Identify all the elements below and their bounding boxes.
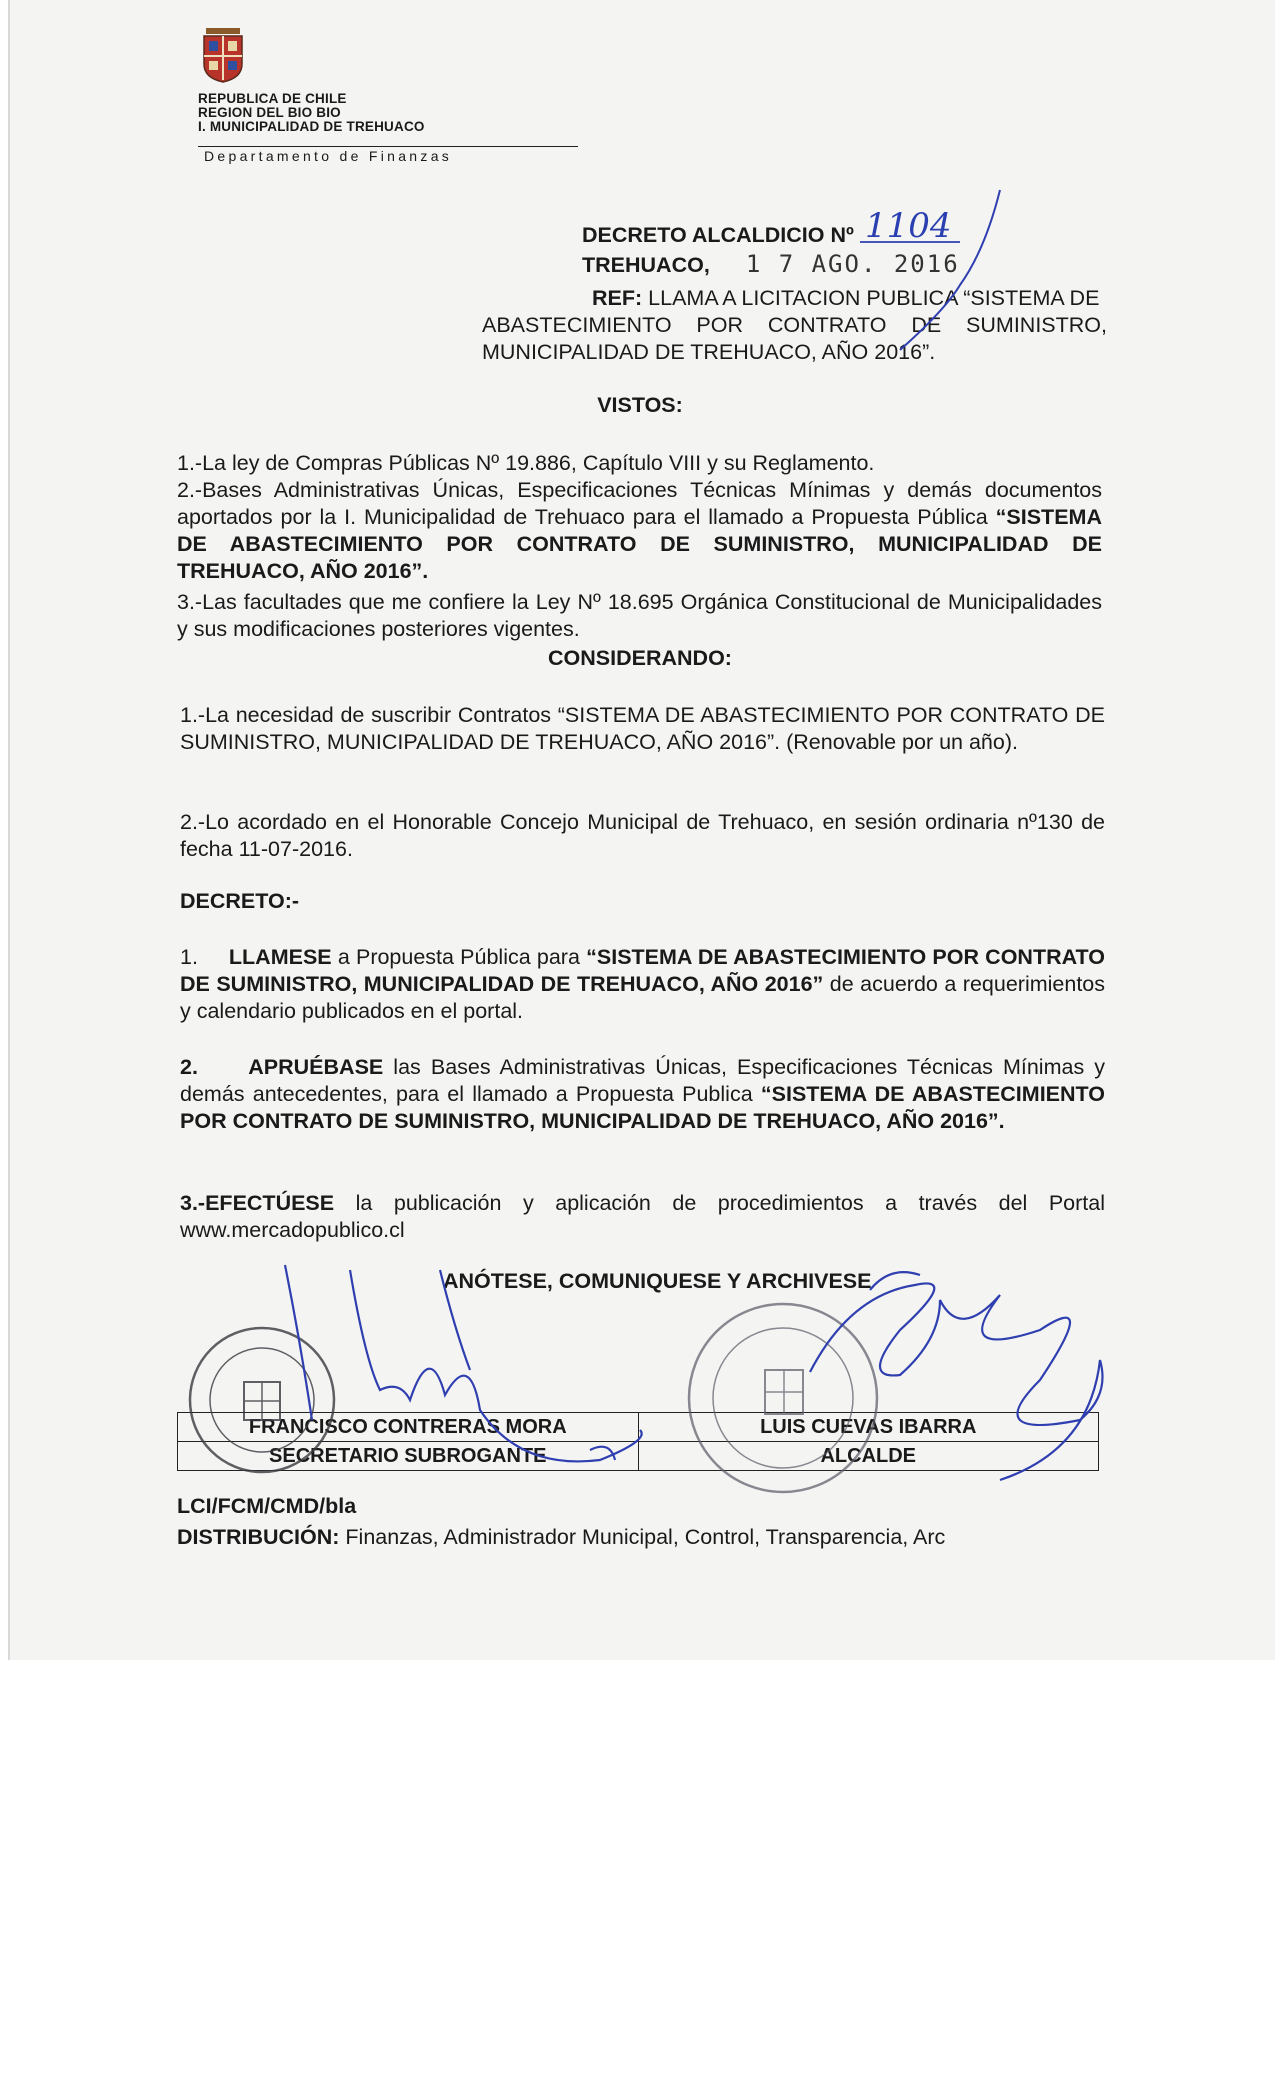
vistos-item-2-project: “SISTEMA DE ABASTECIMIENTO POR CONTRATO DE SUMINISTRO, MUNICIPALIDAD DE TREHUACO, AÑO 2016”. xyxy=(177,505,1102,583)
decree-number-handwritten: 1104 xyxy=(865,206,952,246)
signer-left-name: FRANCISCO CONTRERAS MORA xyxy=(178,1413,639,1442)
decreto-item-1-verb: LLAMESE xyxy=(228,945,332,969)
ref-text-1: LLAMA A LICITACION PUBLICA “SISTEMA DE xyxy=(648,286,1100,310)
letterhead-department: Departamento de Finanzas xyxy=(204,148,453,164)
considerando-heading: CONSIDERANDO: xyxy=(548,646,732,670)
decreto-item-1-project: “SISTEMA DE ABASTECIMIENTO POR CONTRATO DE SUMINISTRO, MUNICIPALIDAD DE TREHUACO, AÑO 2016” xyxy=(180,945,1106,996)
decreto-item-1 xyxy=(180,944,1105,1025)
municipal-crest-icon xyxy=(200,26,246,84)
decreto-item-2 xyxy=(180,1054,1105,1135)
letterhead-region: REGION DEL BIO BIO xyxy=(198,105,341,120)
decree-ref-line3: MUNICIPALIDAD DE TREHUACO, AÑO 2016”. xyxy=(482,340,936,364)
closing-formula: ANÓTESE, COMUNIQUESE Y ARCHIVESE xyxy=(443,1269,872,1293)
vistos-heading: VISTOS: xyxy=(597,393,683,417)
decreto-item-3-text: la publicación y aplicación de procedimientos a través del Portal www.mercadopublico.cl xyxy=(180,1191,1105,1242)
decree-title xyxy=(582,222,854,249)
decreto-item-1-text-c: de acuerdo a requerimientos y calendario publicados en el portal. xyxy=(180,972,1105,1023)
decreto-item-2-project: “SISTEMA DE ABASTECIMIENTO POR CONTRATO DE SUMINISTRO, MUNICIPALIDAD DE TREHUACO, AÑO 2016”. xyxy=(180,1082,1105,1133)
distribution-text: Finanzas, Administrador Municipal, Control, Transparencia, Arc xyxy=(339,1525,946,1549)
decreto-item-2-num: 2. xyxy=(180,1055,198,1079)
footer-initials: LCI/FCM/CMD/bla xyxy=(177,1494,357,1518)
decree-ref-line1 xyxy=(592,285,1099,312)
letterhead-rule xyxy=(198,146,578,147)
letterhead-country: REPUBLICA DE CHILE xyxy=(198,91,347,106)
considerando-item-1: 1.-La necesidad de suscribir Contratos “SISTEMA DE ABASTECIMIENTO POR CONTRATO DE SUMINISTRO, MUNICIPALIDAD DE TREHUACO, AÑO 2016”. (Renovable por un año). xyxy=(180,703,1105,754)
vistos-item-1: 1.-La ley de Compras Públicas Nº 19.886, Capítulo VIII y su Reglamento. xyxy=(177,451,875,475)
distribution-label: DISTRIBUCIÓN: xyxy=(177,1525,340,1549)
vistos-item-2-text: 2.-Bases Administrativas Únicas, Especificaciones Técnicas Mínimas y demás documentos aportados por la I. Municipalidad de Trehuaco para el llamado a Propuesta Pública xyxy=(177,478,1102,529)
vistos-item-2 xyxy=(177,477,1102,585)
letterhead xyxy=(198,91,453,164)
decree-ref-line2: ABASTECIMIENTO POR CONTRATO DE SUMINISTRO, xyxy=(482,313,1107,337)
decreto-heading: DECRETO:- xyxy=(180,889,300,913)
decree-place-date xyxy=(582,251,960,279)
signer-right-name: LUIS CUEVAS IBARRA xyxy=(638,1413,1099,1442)
decree-title-label: DECRETO ALCALDICIO Nº xyxy=(582,223,854,247)
considerando-item-2: 2.-Lo acordado en el Honorable Concejo Municipal de Trehuaco, en sesión ordinaria nº130 de fecha 11-07-2016. xyxy=(180,810,1105,861)
date-stamp: 1 7 AGO. 2016 xyxy=(745,250,960,278)
decreto-item-3-verb: 3.-EFECTÚESE xyxy=(180,1191,335,1215)
signer-left-title: SECRETARIO SUBROGANTE xyxy=(178,1442,639,1471)
footer-distribution xyxy=(177,1524,945,1551)
decreto-item-1-num: 1. xyxy=(180,945,198,969)
decreto-item-3 xyxy=(180,1190,1105,1244)
decreto-item-1-text-a: a Propuesta Pública para xyxy=(331,945,587,969)
letterhead-municipality: I. MUNICIPALIDAD DE TREHUACO xyxy=(198,119,425,134)
signer-right-title: ALCALDE xyxy=(638,1442,1099,1471)
signature-table xyxy=(177,1412,1099,1471)
decreto-item-2-text-a: las Bases Administrativas Únicas, Especificaciones Técnicas Mínimas y demás antecedentes, para el llamado a Propuesta Publica xyxy=(180,1055,1106,1106)
vistos-item-3: 3.-Las facultades que me confiere la Ley Nº 18.695 Orgánica Constitucional de Municipalidades y sus modificaciones posteriores vigentes. xyxy=(177,590,1102,641)
decreto-item-2-verb: APRUÉBASE xyxy=(248,1055,384,1079)
decree-place: TREHUACO, xyxy=(582,253,710,277)
ref-label: REF: xyxy=(592,286,643,310)
